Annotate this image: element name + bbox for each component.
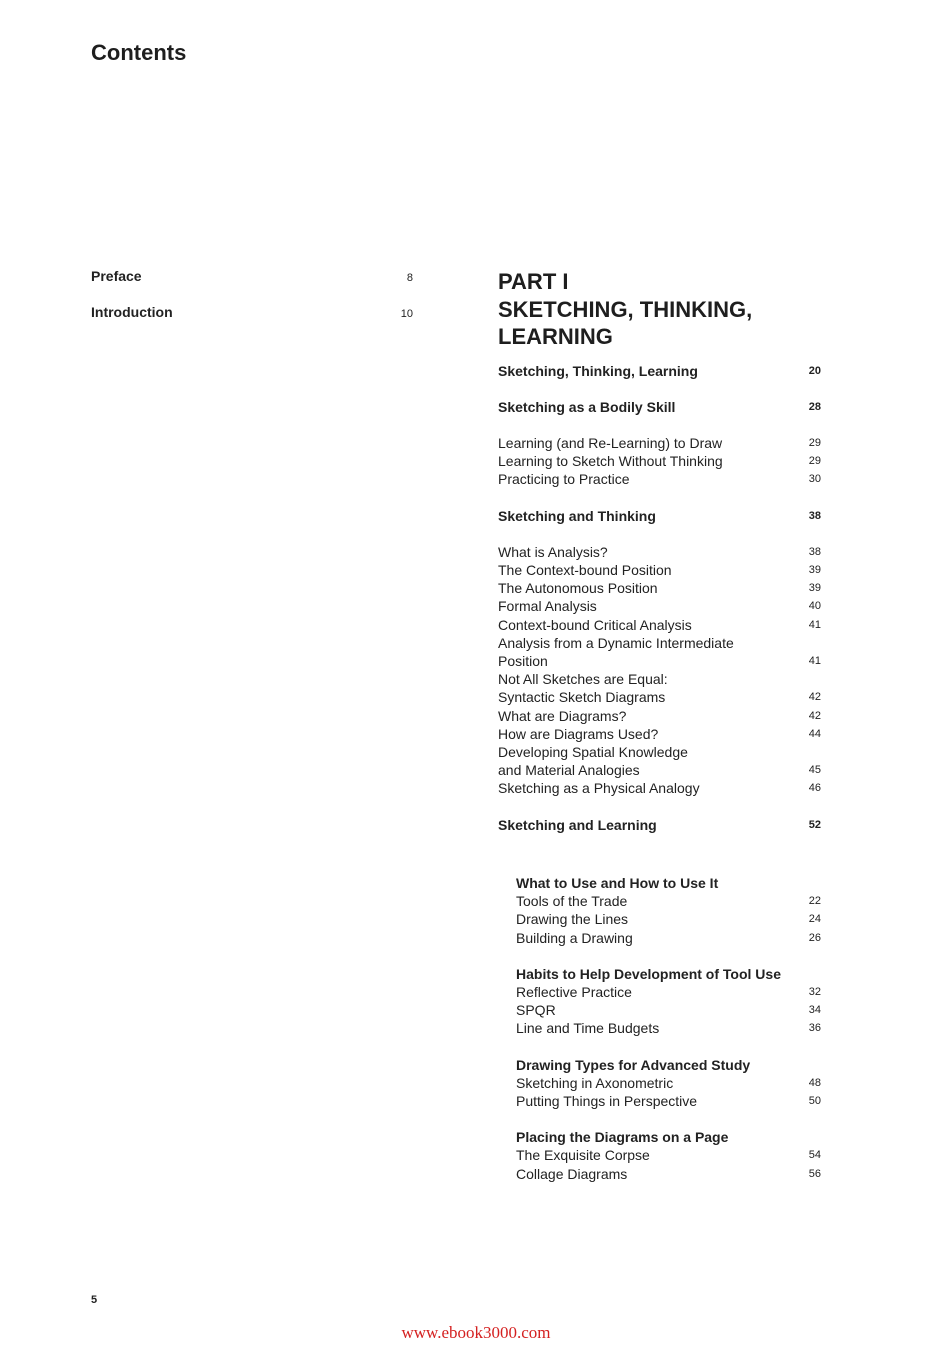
toc-entry-label: What are Diagrams? <box>498 707 627 724</box>
toc-entry-label-line: and Material Analogies <box>498 762 640 779</box>
toc-chapter[interactable] <box>498 507 821 525</box>
toc-page-number: 36 <box>808 1022 821 1035</box>
toc-entry-label: Learning (and Re-Learning) to Draw <box>498 434 723 451</box>
toc-page-number: 22 <box>808 895 821 908</box>
feature-box-list <box>516 874 821 1201</box>
toc-entry-label: Introduction <box>91 304 173 320</box>
toc-entry-label <box>498 743 688 779</box>
toc-entry-label: Learning to Sketch Without Thinking <box>498 453 723 470</box>
toc-subentry[interactable] <box>498 725 821 743</box>
toc-entry-label-line: Analysis from a Dynamic Intermediate <box>498 634 734 651</box>
toc-entry-label: Sketching as a Physical Analogy <box>498 780 700 797</box>
toc-page-number: 38 <box>808 545 821 558</box>
toc-page-number: 28 <box>808 400 821 413</box>
toc-entry-label: SPQR <box>516 1002 556 1019</box>
toc-subentry[interactable] <box>516 1165 821 1183</box>
toc-page-number: 8 <box>406 272 413 284</box>
toc-page-number: 38 <box>808 509 821 522</box>
toc-subentry[interactable] <box>498 670 821 706</box>
toc-page-number: 30 <box>808 473 821 486</box>
toc-page-number: 48 <box>808 1076 821 1089</box>
toc-entry-label-line: Syntactic Sketch Diagrams <box>498 689 666 706</box>
part-one-contents <box>498 268 821 834</box>
toc-page-number: 45 <box>808 764 821 777</box>
toc-subentry[interactable] <box>498 707 821 725</box>
toc-page-number: 29 <box>808 455 821 468</box>
page-title: Contents <box>91 40 187 65</box>
toc-entry-label: Sketching in Axonometric <box>516 1074 674 1091</box>
feature-box-heading: Placing the Diagrams on a Page <box>516 1129 729 1146</box>
toc-entry-label <box>498 634 734 670</box>
toc-entry-label: Line and Time Budgets <box>516 1020 660 1037</box>
toc-page-number: 41 <box>808 654 821 667</box>
toc-page-number: 44 <box>808 727 821 740</box>
toc-page-number: 29 <box>808 436 821 449</box>
part-heading-line: PART I <box>498 269 569 294</box>
toc-subentry[interactable] <box>516 1074 821 1092</box>
toc-page-number: 32 <box>808 986 821 999</box>
toc-chapter[interactable] <box>498 816 821 834</box>
toc-entry-preface[interactable] <box>91 268 413 304</box>
toc-page-number: 56 <box>808 1167 821 1180</box>
toc-page-number: 26 <box>808 931 821 944</box>
toc-entry-label: Tools of the Trade <box>516 893 628 910</box>
front-matter-list <box>91 268 413 340</box>
toc-entry-label: Context-bound Critical Analysis <box>498 616 692 633</box>
toc-subentry[interactable] <box>498 452 821 470</box>
toc-page-number: 40 <box>808 600 821 613</box>
toc-page-number: 42 <box>808 691 821 704</box>
toc-subentry[interactable] <box>498 543 821 561</box>
toc-page-number: 54 <box>808 1149 821 1162</box>
toc-entry-label: Collage Diagrams <box>516 1165 628 1182</box>
toc-subentry[interactable] <box>498 579 821 597</box>
toc-entry-label: Building a Drawing <box>516 929 633 946</box>
toc-subentry[interactable] <box>498 634 821 670</box>
toc-subentry[interactable] <box>498 434 821 452</box>
toc-page-number: 50 <box>808 1095 821 1108</box>
toc-subentry[interactable] <box>516 910 821 928</box>
toc-page-number: 52 <box>808 818 821 831</box>
toc-subentry[interactable] <box>498 743 821 779</box>
toc-page-number: 41 <box>808 618 821 631</box>
page-number: 5 <box>91 1294 98 1306</box>
feature-box <box>516 874 821 947</box>
feature-box <box>516 965 821 1038</box>
toc-subentry[interactable] <box>498 597 821 615</box>
toc-entry-label: Formal Analysis <box>498 598 597 615</box>
toc-entry-label: The Autonomous Position <box>498 580 658 597</box>
toc-subentry[interactable] <box>498 779 821 797</box>
feature-box <box>516 1128 821 1183</box>
toc-entry-label: Reflective Practice <box>516 984 632 1001</box>
toc-page-number: 39 <box>808 582 821 595</box>
part-heading-line: LEARNING <box>498 324 613 349</box>
toc-subentry[interactable] <box>516 1092 821 1110</box>
toc-entry-label-line: Not All Sketches are Equal: <box>498 671 668 688</box>
toc-entry-label: The Context-bound Position <box>498 561 672 578</box>
toc-entry-label: Drawing the Lines <box>516 911 629 928</box>
toc-subentry[interactable] <box>516 1001 821 1019</box>
toc-page-number: 24 <box>808 913 821 926</box>
toc-chapter[interactable] <box>498 362 821 380</box>
toc-subentry[interactable] <box>516 1019 821 1037</box>
toc-page-number: 10 <box>400 308 413 320</box>
watermark-link[interactable]: www.ebook3000.com <box>401 1323 551 1342</box>
toc-entry-label <box>498 670 668 706</box>
toc-entry-label: Putting Things in Perspective <box>516 1093 698 1110</box>
toc-entry-label: Practicing to Practice <box>498 471 630 488</box>
toc-entry-label: Sketching and Thinking <box>498 507 656 524</box>
toc-entry-label-line: Developing Spatial Knowledge <box>498 743 688 760</box>
toc-chapter[interactable] <box>498 398 821 416</box>
part-heading-line: SKETCHING, THINKING, <box>498 296 753 322</box>
toc-entry-label: How are Diagrams Used? <box>498 725 659 742</box>
toc-page-number: 34 <box>808 1004 821 1017</box>
toc-entry-label: What is Analysis? <box>498 543 608 560</box>
toc-subentry[interactable] <box>498 561 821 579</box>
toc-entry-label: Preface <box>91 268 142 284</box>
toc-entry-label: The Exquisite Corpse <box>516 1147 650 1164</box>
toc-subentry[interactable] <box>498 470 821 488</box>
toc-subentry[interactable] <box>516 1146 821 1164</box>
part-heading <box>498 268 821 351</box>
toc-subentry[interactable] <box>498 616 821 634</box>
toc-entry-label: Sketching and Learning <box>498 816 657 833</box>
feature-box-heading: Habits to Help Development of Tool Use <box>516 965 781 982</box>
toc-entry-label-line: Position <box>498 652 548 669</box>
toc-entry-label: Sketching, Thinking, Learning <box>498 362 698 379</box>
toc-entry-introduction[interactable] <box>91 304 413 340</box>
toc-subentry[interactable] <box>516 892 821 910</box>
toc-subentry[interactable] <box>516 929 821 947</box>
toc-page-number: 46 <box>808 782 821 795</box>
feature-box-heading: Drawing Types for Advanced Study <box>516 1056 751 1073</box>
toc-subentry[interactable] <box>516 983 821 1001</box>
toc-page-number: 42 <box>808 709 821 722</box>
toc-entry-label: Sketching as a Bodily Skill <box>498 398 676 415</box>
feature-box <box>516 1056 821 1111</box>
toc-page-number: 39 <box>808 563 821 576</box>
toc-page-number: 20 <box>808 364 821 377</box>
feature-box-heading: What to Use and How to Use It <box>516 875 719 891</box>
